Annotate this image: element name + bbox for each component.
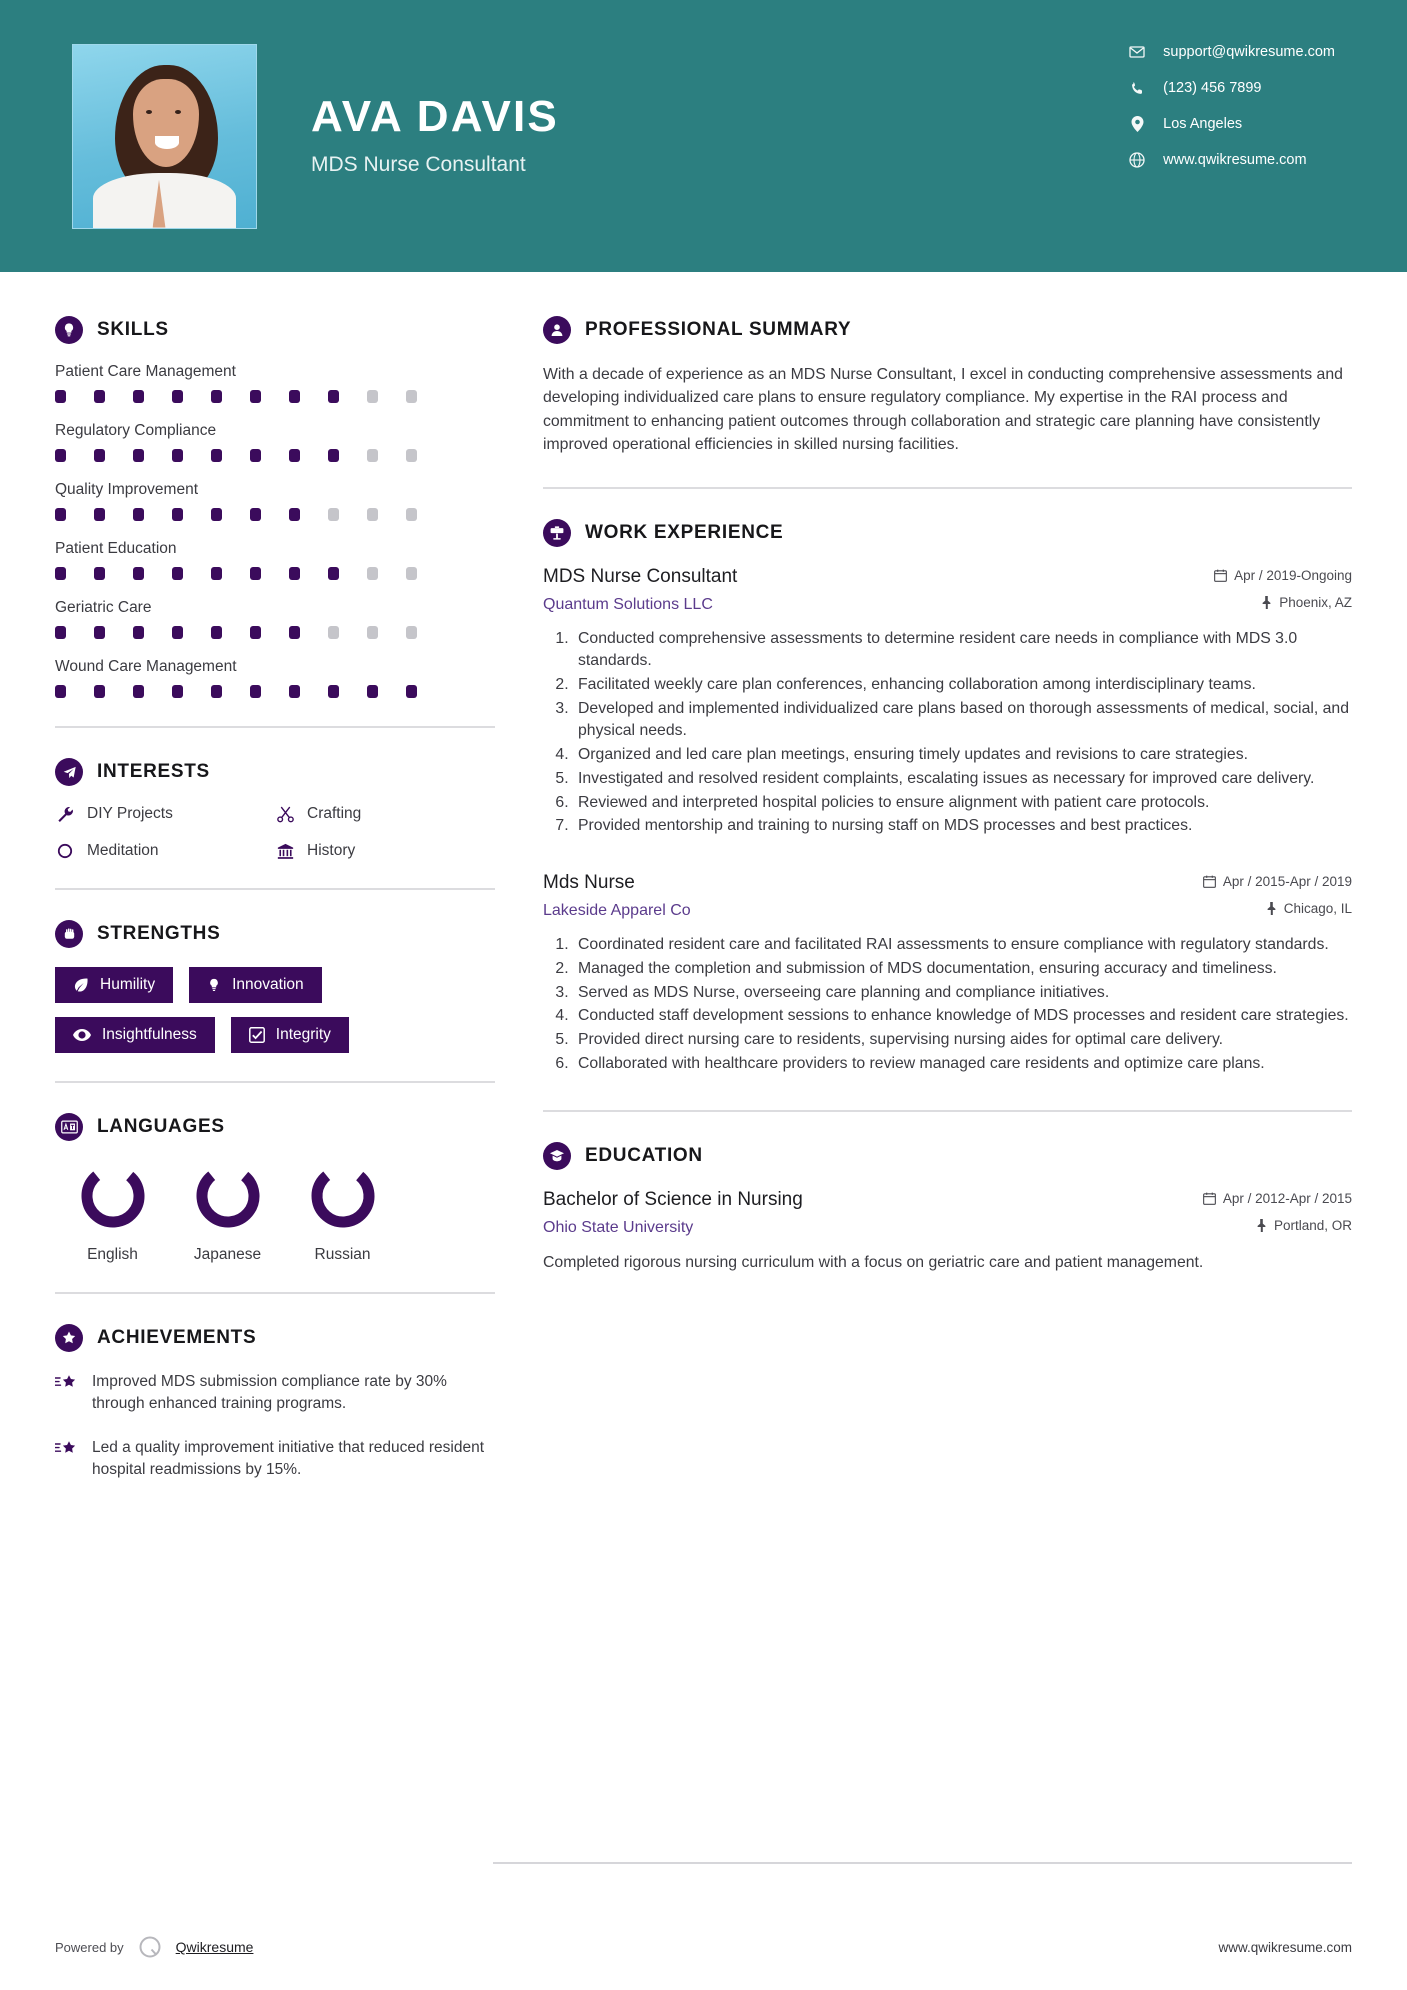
skill-row (55, 599, 495, 639)
job-header (543, 566, 1352, 588)
education-dates (1203, 1191, 1352, 1206)
languages-heading (55, 1113, 495, 1141)
job-bullet: 2. Managed the completion and submission of MDS documentation, ensuring accuracy and timeliness. (573, 958, 1352, 981)
skill-dot-filled (133, 390, 144, 403)
language-item (55, 1160, 170, 1264)
strengths-heading (55, 920, 495, 948)
language-progress-ring (307, 1160, 379, 1232)
strength-chip (55, 1017, 215, 1053)
skill-dot-empty (328, 508, 339, 521)
star-badge-icon (55, 1324, 83, 1352)
divider (55, 1292, 495, 1294)
achievements-title: ACHIEVEMENTS (97, 1327, 257, 1348)
main-content (543, 272, 1352, 1504)
divider (55, 888, 495, 890)
education-location-text: Portland, OR (1273, 1217, 1352, 1233)
summary-title: PROFESSIONAL SUMMARY (585, 319, 852, 340)
interest-label: Crafting (307, 805, 362, 822)
divider (55, 1081, 495, 1083)
strength-chip (231, 1017, 349, 1053)
lightbulb-icon (55, 316, 83, 344)
shooting-star-icon (55, 1437, 79, 1481)
section-professional-summary (543, 316, 1352, 457)
skill-dot-empty (367, 449, 378, 462)
skill-dot-filled (94, 390, 105, 403)
contact-phone-text: (123) 456 7899 (1163, 80, 1262, 96)
language-label: English (87, 1246, 138, 1263)
globe-icon (1129, 152, 1145, 168)
skill-dot-filled (250, 626, 261, 639)
leaf-icon (73, 977, 89, 993)
language-progress-ring (192, 1160, 264, 1232)
contact-website-text: www.qwikresume.com (1163, 152, 1307, 168)
skill-label: Geriatric Care (55, 599, 152, 616)
job-bullet: 6. Reviewed and interpreted hospital policies to ensure alignment with patient care protocols. (573, 792, 1352, 815)
skill-dot-empty (406, 567, 417, 580)
job-title: MDS Nurse Consultant (543, 565, 738, 587)
contact-location[interactable] (1129, 116, 1335, 132)
interest-label: DIY Projects (87, 805, 173, 822)
skill-dot-filled (250, 508, 261, 521)
achievements-heading (55, 1324, 495, 1352)
achievement-item (55, 1437, 495, 1481)
resume-body (0, 272, 1407, 1504)
paper-plane-icon (55, 758, 83, 786)
education-heading (543, 1142, 1352, 1170)
language-item (285, 1160, 400, 1264)
qwikresume-logo-icon (137, 1934, 163, 1960)
skill-dot-filled (94, 508, 105, 521)
experience-heading (543, 519, 1352, 547)
skill-rating (55, 685, 495, 698)
divider (55, 726, 495, 728)
avatar (72, 44, 257, 229)
strength-label: Innovation (232, 976, 304, 993)
section-interests (55, 758, 495, 860)
skill-dot-filled (211, 449, 222, 462)
section-skills (55, 316, 495, 698)
job-location (1261, 595, 1352, 610)
experience-title: WORK EXPERIENCE (585, 521, 784, 543)
skill-dot-filled (289, 508, 300, 521)
section-languages (55, 1113, 495, 1264)
education-subheader (543, 1218, 1352, 1237)
skill-dot-filled (250, 567, 261, 580)
job-bullet: 5. Provided direct nursing care to residents, supervising nursing aides for optimal care delivery. (573, 1029, 1352, 1052)
interest-label: History (307, 842, 356, 859)
strength-label: Humility (100, 976, 156, 993)
check-square-icon (249, 1027, 265, 1043)
interest-item (275, 805, 495, 823)
job-entry (543, 566, 1352, 839)
skill-dot-filled (133, 626, 144, 639)
footer-divider (493, 1862, 1352, 1864)
contact-phone[interactable] (1129, 80, 1335, 96)
skill-dot-filled (289, 567, 300, 580)
achievement-text: Improved MDS submission compliance rate by 30% through enhanced training programs. (92, 1373, 447, 1413)
circle-icon (55, 843, 75, 859)
skill-dot-filled (211, 390, 222, 403)
phone-icon (1129, 81, 1145, 96)
avatar-smile (155, 136, 179, 149)
degree-title: Bachelor of Science in Nursing (543, 1188, 803, 1210)
interests-grid (55, 805, 495, 860)
summary-heading (543, 316, 1352, 344)
contact-email-text: support@qwikresume.com (1163, 44, 1335, 60)
achievement-item (55, 1371, 495, 1415)
job-organization: Quantum Solutions LLC (543, 595, 713, 613)
candidate-role: MDS Nurse Consultant (311, 153, 526, 176)
skill-dot-filled (94, 626, 105, 639)
job-bullet: 7. Provided mentorship and training to nursing staff on MDS processes and best practices. (573, 815, 1352, 838)
wrench-icon (55, 806, 75, 823)
sidebar (55, 272, 495, 1504)
skill-label: Patient Education (55, 540, 177, 557)
footer-brand-block (55, 1934, 253, 1960)
translate-icon (55, 1113, 83, 1141)
skills-heading (55, 316, 495, 344)
footer-website[interactable]: www.qwikresume.com (1218, 1939, 1352, 1955)
strength-label: Insightfulness (102, 1026, 197, 1043)
skill-dot-filled (172, 626, 183, 639)
avatar-shirt (93, 173, 236, 228)
summary-text: With a decade of experience as an MDS Nurse Consultant, I excel in conducting comprehensive assessments and developing individualized care plans to ensure regulatory compliance. My expertise in the RAI process and commitment to enhancing patient outcomes through collaboration and strategic care planning have consistently improved operational efficiencies in skilled nursing facilities. (543, 366, 1343, 454)
mail-icon (1129, 44, 1145, 60)
skill-dot-empty (367, 567, 378, 580)
job-subheader (543, 901, 1352, 920)
interests-title: INTERESTS (97, 761, 210, 782)
qwikresume-link[interactable]: Qwikresume (175, 1939, 254, 1955)
contact-list (1129, 44, 1335, 168)
skill-dot-filled (55, 449, 66, 462)
skill-dot-filled (211, 567, 222, 580)
skill-dot-filled (289, 390, 300, 403)
shooting-star-icon (55, 1371, 79, 1415)
resume-footer (0, 1934, 1407, 1990)
school-name: Ohio State University (543, 1218, 694, 1236)
section-achievements (55, 1324, 495, 1482)
interest-label: Meditation (87, 842, 159, 859)
skill-dot-filled (328, 449, 339, 462)
skill-label: Patient Care Management (55, 363, 236, 380)
job-bullet: 5. Investigated and resolved resident complaints, escalating issues as necessary for improved care delivery. (573, 768, 1352, 791)
skill-dot-filled (133, 508, 144, 521)
education-title: EDUCATION (585, 1144, 703, 1166)
bank-icon (275, 843, 295, 860)
education-location (1256, 1218, 1352, 1233)
skill-dot-filled (328, 685, 339, 698)
strength-chip (189, 967, 322, 1003)
skill-rating (55, 508, 495, 521)
contact-website[interactable] (1129, 152, 1335, 168)
skill-label: Wound Care Management (55, 658, 237, 675)
skill-label: Quality Improvement (55, 481, 198, 498)
job-bullet: 3. Developed and implemented individualized care plans based on thorough assessments of medical, social, and physical needs. (573, 698, 1352, 743)
education-dates-text: Apr / 2012-Apr / 2015 (1222, 1190, 1352, 1206)
skill-dot-filled (367, 685, 378, 698)
contact-location-text: Los Angeles (1163, 116, 1243, 132)
scissors-icon (275, 806, 295, 823)
skill-dot-filled (211, 685, 222, 698)
achievements-list (55, 1371, 495, 1482)
languages-title: LANGUAGES (97, 1116, 225, 1137)
skill-row (55, 363, 495, 403)
strengths-grid (55, 967, 495, 1053)
job-location-text: Chicago, IL (1283, 901, 1352, 917)
skill-dot-filled (289, 449, 300, 462)
skill-dot-filled (133, 567, 144, 580)
skill-dot-filled (55, 685, 66, 698)
skill-rating (55, 390, 495, 403)
strength-chip (55, 967, 173, 1003)
skill-dot-filled (172, 449, 183, 462)
skill-dot-empty (406, 626, 417, 639)
skill-label: Regulatory Compliance (55, 422, 217, 439)
skill-dot-filled (211, 626, 222, 639)
jobs-list (543, 566, 1352, 1076)
job-bullet: 4. Organized and led care plan meetings, ensuring timely updates and revisions to care strategies. (573, 744, 1352, 767)
skill-dot-filled (133, 449, 144, 462)
job-bullet: 1. Conducted comprehensive assessments to determine resident care needs in compliance with MDS 3.0 standards. (573, 628, 1352, 673)
skill-dot-empty (406, 449, 417, 462)
contact-email[interactable] (1129, 44, 1335, 60)
job-entry (543, 872, 1352, 1075)
education-header (543, 1189, 1352, 1211)
skill-dot-filled (94, 685, 105, 698)
interests-heading (55, 758, 495, 786)
bulb-icon (207, 977, 221, 993)
fist-icon (55, 920, 83, 948)
languages-grid (55, 1160, 495, 1264)
skill-dot-filled (328, 390, 339, 403)
job-dates (1203, 874, 1352, 889)
job-subheader (543, 595, 1352, 614)
job-dates-text: Apr / 2019-Ongoing (1234, 567, 1352, 583)
job-bullet: 3. Served as MDS Nurse, overseeing care planning and compliance initiatives. (573, 982, 1352, 1005)
job-title: Mds Nurse (543, 872, 635, 894)
language-label: Russian (314, 1246, 371, 1263)
section-strengths (55, 920, 495, 1053)
skill-row (55, 481, 495, 521)
language-item (170, 1160, 285, 1264)
pin-icon (1129, 116, 1145, 132)
section-education (543, 1142, 1352, 1274)
education-entry (543, 1189, 1352, 1274)
candidate-name: AVA DAVIS (311, 92, 559, 141)
skill-dot-filled (133, 685, 144, 698)
skill-dot-filled (172, 567, 183, 580)
achievement-text: Led a quality improvement initiative that reduced resident hospital readmissions by 15%. (92, 1439, 485, 1479)
section-work-experience (543, 519, 1352, 1076)
skills-list (55, 363, 495, 698)
skill-dot-empty (367, 390, 378, 403)
skill-row (55, 540, 495, 580)
job-dates (1214, 568, 1352, 583)
strength-label: Integrity (275, 1026, 331, 1043)
skill-dot-filled (55, 390, 66, 403)
powered-by-label: Powered by (55, 1939, 124, 1955)
skill-dot-filled (55, 508, 66, 521)
interest-item (55, 842, 275, 860)
job-location-text: Phoenix, AZ (1279, 594, 1352, 610)
skill-dot-filled (250, 685, 261, 698)
job-bullets (573, 628, 1352, 839)
job-dates-text: Apr / 2015-Apr / 2019 (1222, 874, 1352, 890)
skill-dot-filled (55, 567, 66, 580)
column-gap (495, 272, 543, 1504)
language-progress-ring (77, 1160, 149, 1232)
skill-dot-empty (328, 626, 339, 639)
skill-dot-filled (172, 390, 183, 403)
language-label: Japanese (193, 1246, 262, 1263)
job-bullet: 1. Coordinated resident care and facilitated RAI assessments to ensure compliance with regulatory standards. (573, 934, 1352, 957)
skill-dot-filled (250, 449, 261, 462)
skill-dot-filled (289, 626, 300, 639)
divider (543, 1110, 1352, 1112)
eye-icon (73, 1028, 91, 1042)
skill-dot-filled (94, 449, 105, 462)
skill-dot-empty (367, 508, 378, 521)
skill-dot-filled (406, 685, 417, 698)
skill-dot-filled (328, 567, 339, 580)
skill-rating (55, 449, 495, 462)
education-description: Completed rigorous nursing curriculum with a focus on geriatric care and patient management. (543, 1253, 1204, 1271)
graduate-icon (543, 1142, 571, 1170)
skill-row (55, 658, 495, 698)
briefcase-icon (543, 519, 571, 547)
skill-dot-filled (94, 567, 105, 580)
strengths-title: STRENGTHS (97, 923, 221, 944)
resume-header (0, 0, 1407, 272)
skill-dot-filled (55, 626, 66, 639)
skill-dot-empty (406, 508, 417, 521)
interest-item (55, 805, 275, 823)
skill-rating (55, 567, 495, 580)
skills-title: SKILLS (97, 319, 169, 340)
job-bullets (573, 934, 1352, 1075)
skill-dot-filled (172, 685, 183, 698)
user-circle-icon (543, 316, 571, 344)
job-bullet: 2. Facilitated weekly care plan conferences, enhancing collaboration among interdisciplinary teams. (573, 674, 1352, 697)
job-bullet: 4. Conducted staff development sessions to enhance knowledge of MDS processes and resident care strategies. (573, 1005, 1352, 1028)
divider (543, 487, 1352, 489)
identity-block (311, 92, 559, 177)
skill-dot-filled (289, 685, 300, 698)
interest-item (275, 842, 495, 860)
skill-rating (55, 626, 495, 639)
job-header (543, 872, 1352, 894)
skill-row (55, 422, 495, 462)
skill-dot-filled (250, 390, 261, 403)
skill-dot-empty (406, 390, 417, 403)
skill-dot-empty (367, 626, 378, 639)
education-list (543, 1189, 1352, 1274)
job-bullet: 6. Collaborated with healthcare providers to review managed care residents and optimize care plans. (573, 1053, 1352, 1076)
job-organization: Lakeside Apparel Co (543, 902, 691, 920)
job-location (1266, 901, 1352, 916)
skill-dot-filled (211, 508, 222, 521)
skill-dot-filled (172, 508, 183, 521)
